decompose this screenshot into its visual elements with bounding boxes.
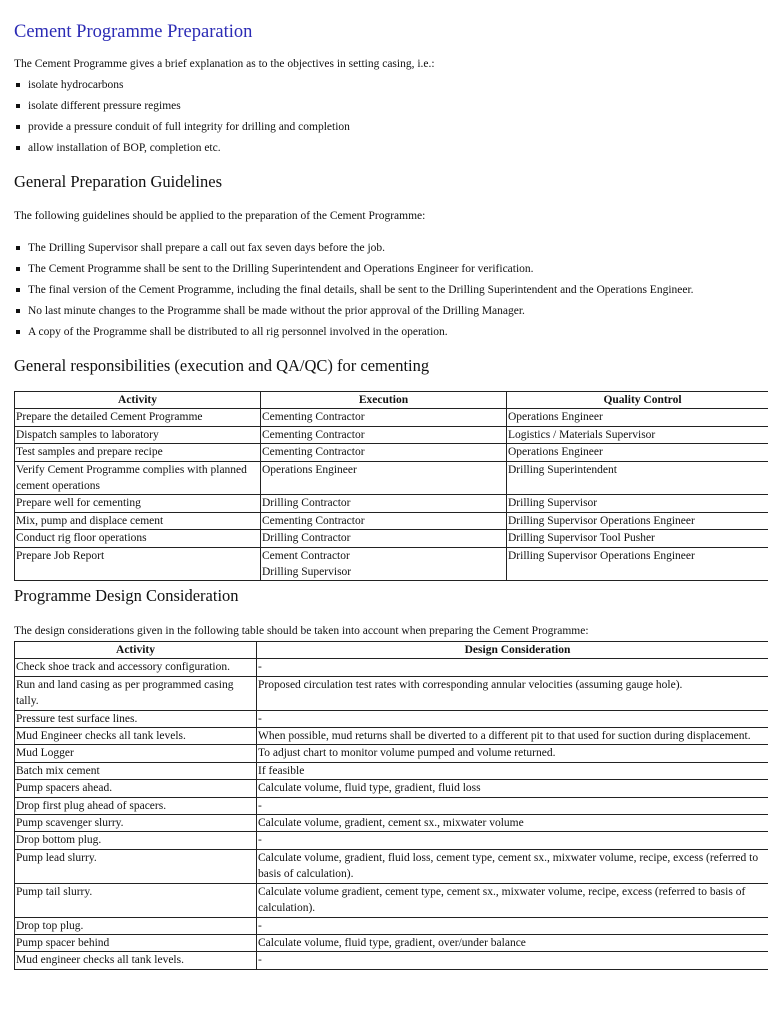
bullet-icon — [16, 288, 20, 292]
column-header: Design Consideration — [257, 642, 768, 659]
table-cell: - — [257, 797, 768, 814]
bullet-icon — [16, 246, 20, 250]
table-row — [15, 832, 768, 849]
table-header-row — [15, 392, 768, 409]
table-row — [15, 495, 768, 512]
table-cell: Drop first plug ahead of spacers. — [15, 797, 257, 814]
list-item: The final version of the Cement Programme, including the final details, shall be sent to the Drilling Superintendent and the Operations Engineer. — [14, 280, 694, 301]
table-cell: Conduct rig floor operations — [15, 530, 261, 547]
table-cell: Drop top plug. — [15, 917, 257, 934]
responsibilities-table — [14, 391, 768, 581]
table-cell: Cementing Contractor — [261, 512, 507, 529]
table-cell: Drilling Supervisor Operations Engineer — [507, 547, 768, 581]
table-cell: Pump lead slurry. — [15, 849, 257, 883]
table-cell: Mud engineer checks all tank levels. — [15, 952, 257, 969]
table-cell: Test samples and prepare recipe — [15, 444, 261, 461]
table-cell: Operations Engineer — [507, 409, 768, 426]
table-cell: Operations Engineer — [507, 444, 768, 461]
list-item: allow installation of BOP, completion etc. — [14, 138, 350, 159]
guidelines-list — [14, 238, 694, 343]
table-cell: To adjust chart to monitor volume pumped and volume returned. — [257, 745, 768, 762]
table-cell: Proposed circulation test rates with corresponding annular velocities (assuming gauge hole). — [257, 676, 768, 710]
table-cell: Cementing Contractor — [261, 426, 507, 443]
table-cell: Prepare the detailed Cement Programme — [15, 409, 261, 426]
table-cell: Drilling Supervisor Operations Engineer — [507, 512, 768, 529]
table-row — [15, 547, 768, 581]
table-cell: If feasible — [257, 762, 768, 779]
table-row — [15, 426, 768, 443]
list-item: The Drilling Supervisor shall prepare a call out fax seven days before the job. — [14, 238, 694, 259]
table-row — [15, 710, 768, 727]
table-cell: Drilling Superintendent — [507, 461, 768, 495]
table-row — [15, 745, 768, 762]
table-row — [15, 815, 768, 832]
table-cell: Prepare Job Report — [15, 547, 261, 581]
table-cell: Mix, pump and displace cement — [15, 512, 261, 529]
table-cell: Pressure test surface lines. — [15, 710, 257, 727]
table-cell: Calculate volume, gradient, cement sx., mixwater volume — [257, 815, 768, 832]
table-row — [15, 797, 768, 814]
table-row — [15, 530, 768, 547]
table-cell: - — [257, 659, 768, 676]
table-cell: - — [257, 917, 768, 934]
table-row — [15, 659, 768, 676]
table-cell: Pump tail slurry. — [15, 883, 257, 917]
table-row — [15, 728, 768, 745]
table-cell: Calculate volume, gradient, fluid loss, cement type, cement sx., mixwater volume, recipe, excess (referred to basis of calculation). — [257, 849, 768, 883]
bullet-icon — [16, 330, 20, 334]
guidelines-paragraph: The following guidelines should be applied to the preparation of the Cement Programme: — [14, 210, 426, 222]
table-cell: When possible, mud returns shall be diverted to a different pit to that used for suction during displacement. — [257, 728, 768, 745]
page-title: Cement Programme Preparation — [14, 22, 253, 42]
table-cell: Calculate volume, fluid type, gradient, over/under balance — [257, 934, 768, 951]
list-item: provide a pressure conduit of full integrity for drilling and completion — [14, 117, 350, 138]
table-row — [15, 883, 768, 917]
table-cell: Drilling Contractor — [261, 495, 507, 512]
table-cell: Cementing Contractor — [261, 409, 507, 426]
table-row — [15, 934, 768, 951]
table-header-row — [15, 642, 768, 659]
table-cell: - — [257, 952, 768, 969]
table-row — [15, 512, 768, 529]
table-row — [15, 780, 768, 797]
bullet-icon — [16, 146, 20, 150]
table-cell: Pump scavenger slurry. — [15, 815, 257, 832]
table-cell: Drilling Supervisor Tool Pusher — [507, 530, 768, 547]
table-cell: Dispatch samples to laboratory — [15, 426, 261, 443]
table-cell: Check shoe track and accessory configuration. — [15, 659, 257, 676]
table-row — [15, 676, 768, 710]
table-cell: Pump spacer behind — [15, 934, 257, 951]
bullet-icon — [16, 104, 20, 108]
responsibilities-heading: General responsibilities (execution and QA/QC) for cementing — [14, 356, 430, 375]
table-cell: Pump spacers ahead. — [15, 780, 257, 797]
table-cell: Mud Engineer checks all tank levels. — [15, 728, 257, 745]
list-item: A copy of the Programme shall be distributed to all rig personnel involved in the operation. — [14, 322, 694, 343]
table-cell: Drilling Contractor — [261, 530, 507, 547]
bullet-icon — [16, 125, 20, 129]
table-cell: Batch mix cement — [15, 762, 257, 779]
table-cell: Cement Contractor Drilling Supervisor — [261, 547, 507, 581]
table-cell: Calculate volume gradient, cement type, cement sx., mixwater volume, recipe, excess (referred to basis of calculation). — [257, 883, 768, 917]
table-row — [15, 762, 768, 779]
table-row — [15, 917, 768, 934]
table-row — [15, 444, 768, 461]
table-row — [15, 952, 768, 969]
table-body — [15, 409, 768, 581]
table-cell: Verify Cement Programme complies with planned cement operations — [15, 461, 261, 495]
list-item: The Cement Programme shall be sent to the Drilling Superintendent and Operations Engineer for verification. — [14, 259, 694, 280]
table-cell: Operations Engineer — [261, 461, 507, 495]
list-item: isolate different pressure regimes — [14, 96, 350, 117]
table-row — [15, 461, 768, 495]
table-row — [15, 409, 768, 426]
table-cell: Mud Logger — [15, 745, 257, 762]
design-table — [14, 641, 768, 970]
column-header: Activity — [15, 392, 261, 409]
table-cell: - — [257, 832, 768, 849]
column-header: Execution — [261, 392, 507, 409]
table-cell: Drilling Supervisor — [507, 495, 768, 512]
bullet-icon — [16, 309, 20, 313]
table-cell: Cementing Contractor — [261, 444, 507, 461]
objectives-list — [14, 75, 350, 159]
table-cell: Drop bottom plug. — [15, 832, 257, 849]
guidelines-heading: General Preparation Guidelines — [14, 172, 223, 191]
table-cell: Prepare well for cementing — [15, 495, 261, 512]
list-item: No last minute changes to the Programme shall be made without the prior approval of the Drilling Manager. — [14, 301, 694, 322]
intro-paragraph: The Cement Programme gives a brief explanation as to the objectives in setting casing, i.e.: — [14, 58, 435, 70]
design-paragraph: The design considerations given in the following table should be taken into account when preparing the Cement Programme: — [14, 625, 589, 637]
table-body — [15, 659, 768, 969]
design-heading: Programme Design Consideration — [14, 586, 239, 605]
bullet-icon — [16, 83, 20, 87]
bullet-icon — [16, 267, 20, 271]
table-cell: - — [257, 710, 768, 727]
table-cell: Logistics / Materials Supervisor — [507, 426, 768, 443]
table-cell: Calculate volume, fluid type, gradient, fluid loss — [257, 780, 768, 797]
column-header: Activity — [15, 642, 257, 659]
table-cell: Run and land casing as per programmed casing tally. — [15, 676, 257, 710]
list-item: isolate hydrocarbons — [14, 75, 350, 96]
column-header: Quality Control — [507, 392, 768, 409]
table-row — [15, 849, 768, 883]
